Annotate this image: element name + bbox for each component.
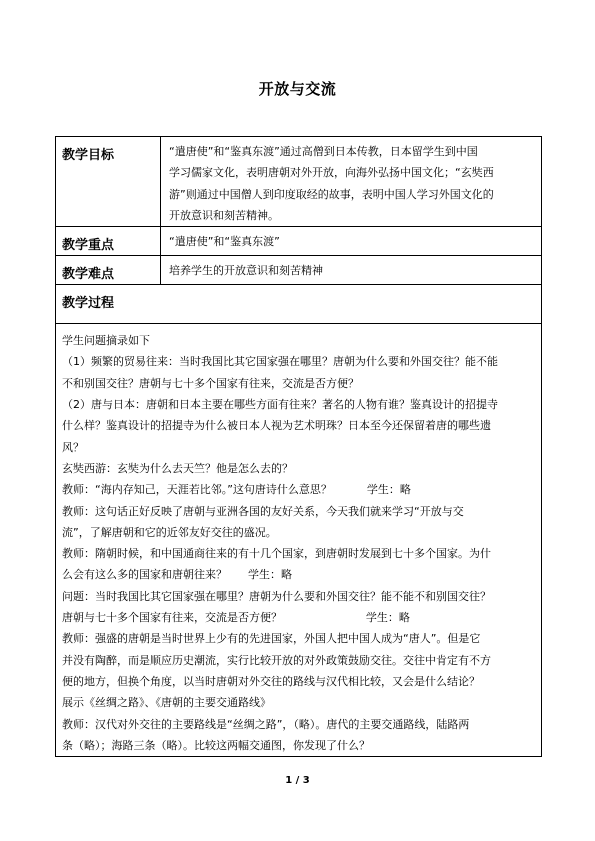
objectives-line: 开放意识和刻苦精神。 <box>169 208 279 222</box>
process-header-row <box>56 285 542 324</box>
objectives-content <box>161 137 542 227</box>
key-points-label: 教学重点 <box>56 227 161 256</box>
process-line: 风？ <box>62 440 84 454</box>
process-line: 什么样？鉴真设计的招提寺为什么被日本人视为艺术明珠？日本至今还保留着唐的哪些遗 <box>62 419 491 433</box>
process-line: 便的地方，但换个角度，以当时唐朝对外交往的路线与汉代相比较，又会是什么结论？ <box>62 674 480 688</box>
process-line: 教师：“海内存知己，天涯若比邻。”这句唐诗什么意思？ 学生：略 <box>62 483 411 497</box>
process-line: 流”，了解唐朝和它的近邻友好交往的盛况。 <box>62 525 277 539</box>
process-line: 问题：当时我国比其它国家强在哪里？唐朝为什么要和外国交往？能不能不和别国交往？ <box>62 589 491 603</box>
process-line: 展示《丝绸之路》、《唐朝的主要交通路线》 <box>62 696 271 710</box>
document-title: 开放与交流 <box>258 80 337 98</box>
objectives-line: “遣唐使”和“鉴真东渡”通过高僧到日本传教，日本留学生到中国 <box>169 145 478 158</box>
key-points-content: “遣唐使”和“鉴真东渡” <box>161 227 542 256</box>
process-line: 教师：强盛的唐朝是当时世界上少有的先进国家，外国人把中国人成为“唐人”。但是它 <box>62 632 481 646</box>
process-line: （2）唐与日本：唐朝和日本主要在哪些方面有往来？著名的人物有谁？鉴真设计的招提寺 <box>62 398 498 412</box>
process-label: 教学过程 <box>56 285 542 324</box>
process-line: 条（略）；海路三条（略）。比较这两幅交通图，你发现了什么？ <box>62 738 370 752</box>
process-line: 玄奘西游：玄奘为什么去天竺？他是怎么去的？ <box>62 461 293 475</box>
process-line: 么会有这么多的国家和唐朝往来？ 学生：略 <box>62 568 292 582</box>
key-points-row <box>56 227 542 256</box>
objectives-line: 学习儒家文化，表明唐朝对外开放，向海外弘扬中国文化；“玄奘西 <box>169 166 494 180</box>
difficulties-content: 培养学生的开放意识和刻苦精神 <box>161 256 542 285</box>
process-content <box>56 324 542 757</box>
process-line: 教师：汉代对外交往的主要路线是“丝绸之路”，（略）。唐代的主要交通路线，陆路两 <box>62 717 470 731</box>
page-number: 1 / 3 <box>285 775 310 786</box>
objectives-row <box>56 137 542 227</box>
lesson-plan-table <box>55 136 542 757</box>
difficulties-row <box>56 256 542 285</box>
process-row <box>56 324 542 757</box>
process-line: 学生问题摘录如下 <box>62 334 150 348</box>
process-line: 唐朝与七十多个国家有往来，交流是否方便？ 学生：略 <box>62 611 410 625</box>
process-line: 不和别国交往？唐朝与七十多个国家有往来，交流是否方便？ <box>62 376 359 390</box>
process-line: 教师：隋朝时候，和中国通商往来的有十几个国家，到唐朝时发展到七十多个国家。为什 <box>62 547 491 561</box>
process-line: 教师：这句话正好反映了唐朝与亚洲各国的友好关系，今天我们就来学习“开放与交 <box>62 504 464 518</box>
process-line: （1）频繁的贸易往来：当时我国比其它国家强在哪里？唐朝为什么要和外国交往？能不能 <box>62 355 498 369</box>
process-line: 并没有陶醉，而是顺应历史潮流，实行比较开放的对外政策鼓励交往。交往中肯定有不方 <box>62 653 491 667</box>
objectives-line: 游”则通过中国僧人到印度取经的故事，表明中国人学习外国文化的 <box>169 187 494 201</box>
objectives-label: 教学目标 <box>56 137 161 227</box>
difficulties-label: 教学难点 <box>56 256 161 285</box>
